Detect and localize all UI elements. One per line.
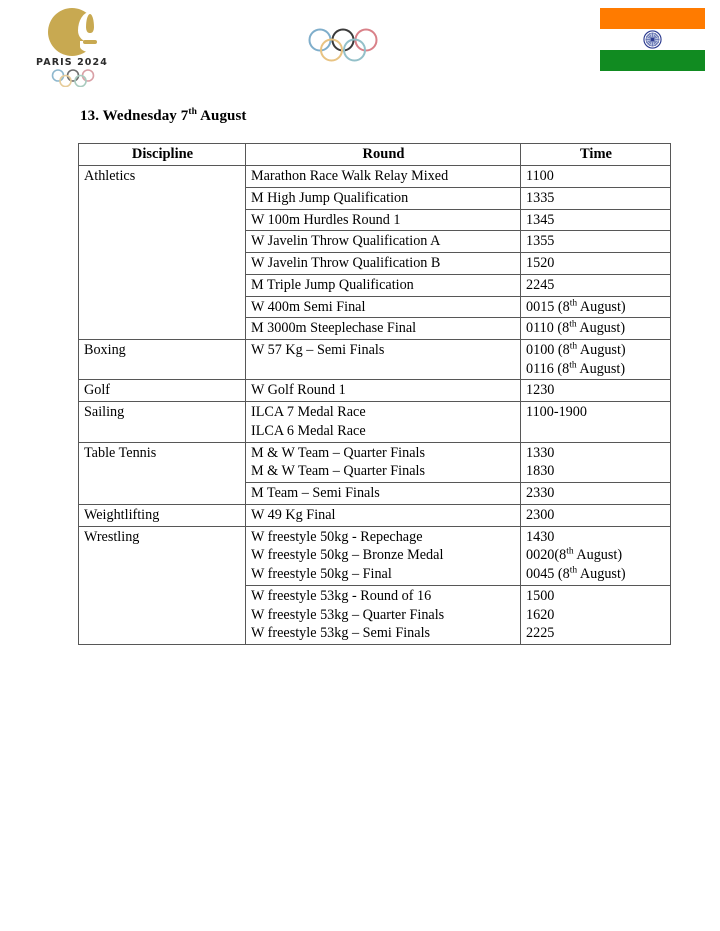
cell-line: W 400m Semi Final: [251, 298, 366, 315]
cell-round: [246, 166, 521, 188]
cell-time: [521, 526, 671, 585]
cell-line: 0015 (8th August): [526, 297, 626, 315]
cell-round: [246, 209, 521, 231]
cell-line: 1345: [526, 211, 555, 228]
cell-line: 1330: [526, 444, 555, 461]
cell-line: 2225: [526, 625, 555, 642]
cell-line: 0110 (8th August): [526, 319, 626, 337]
cell-discipline: Table Tennis: [79, 442, 246, 504]
cell-line: 0116 (8th August): [526, 360, 626, 377]
cell-line: 1430: [526, 528, 555, 545]
cell-round: [246, 296, 521, 318]
cell-round: [246, 274, 521, 296]
cell-round: [246, 442, 521, 482]
table-header-row: [79, 144, 671, 166]
cell-round: [246, 380, 521, 402]
cell-line: ILCA 7 Medal Race: [251, 404, 366, 421]
cell-line: 0045 (8th August): [526, 565, 626, 583]
schedule-table-body: [79, 166, 671, 645]
cell-line: 1230: [526, 382, 555, 399]
india-flag-icon: [600, 8, 705, 71]
paris-olympic-rings-icon: [50, 69, 96, 92]
cell-time: [521, 402, 671, 442]
olympic-rings-icon: [307, 27, 379, 68]
cell-time: [521, 585, 671, 644]
cell-line: Marathon Race Walk Relay Mixed: [251, 168, 449, 185]
cell-line: 1100-1900: [526, 404, 587, 421]
table-row: [79, 380, 671, 402]
cell-line: 1335: [526, 189, 555, 206]
column-header-discipline: Discipline: [79, 144, 246, 166]
day-date: 7: [180, 108, 189, 124]
cell-time: [521, 340, 671, 380]
cell-line: W 57 Kg – Semi Finals: [251, 342, 385, 358]
cell-line: M 3000m Steeplechase Final: [251, 320, 417, 337]
cell-time: [521, 442, 671, 482]
cell-round: [246, 187, 521, 209]
cell-line: 1520: [526, 255, 555, 272]
schedule-table-container: [78, 143, 670, 645]
table-row: [79, 402, 671, 442]
column-header-time: Time: [521, 144, 671, 166]
cell-discipline: Sailing: [79, 402, 246, 442]
cell-line: M Triple Jump Qualification: [251, 276, 414, 293]
cell-line: W 100m Hurdles Round 1: [251, 211, 401, 228]
cell-round: [246, 504, 521, 526]
cell-line: 1100: [526, 168, 554, 185]
ashoka-chakra-icon: [643, 30, 662, 49]
cell-line: 2245: [526, 276, 555, 293]
day-month: August: [200, 108, 247, 124]
cell-line: W freestyle 50kg – Bronze Medal: [251, 547, 444, 564]
cell-round: [246, 231, 521, 253]
cell-discipline: Golf: [79, 380, 246, 402]
cell-line: W freestyle 53kg – Semi Finals: [251, 625, 431, 642]
cell-line: 0100 (8th August): [526, 341, 626, 358]
cell-round: [246, 585, 521, 644]
cell-discipline: Weightlifting: [79, 504, 246, 526]
day-name: Wednesday: [102, 108, 177, 124]
cell-line: W freestyle 53kg - Round of 16: [251, 587, 432, 604]
cell-line: 1500: [526, 587, 555, 604]
table-row: [79, 166, 671, 188]
cell-line: M & W Team – Quarter Finals: [251, 444, 425, 461]
table-row: [79, 504, 671, 526]
cell-line: M Team – Semi Finals: [251, 485, 380, 502]
cell-time: [521, 166, 671, 188]
cell-discipline: Athletics: [79, 166, 246, 340]
cell-time: [521, 483, 671, 505]
paris-2024-logo: [30, 8, 114, 86]
page-title: [80, 108, 247, 125]
paris-2024-wordmark: PARIS 2024: [36, 57, 108, 68]
column-header-round: Round: [246, 144, 521, 166]
cell-line: 0020(8th August): [526, 546, 623, 564]
flag-band-saffron: [600, 8, 705, 29]
cell-round: [246, 340, 521, 380]
cell-time: [521, 296, 671, 318]
cell-line: 2300: [526, 506, 555, 523]
cell-time: [521, 380, 671, 402]
cell-line: M & W Team – Quarter Finals: [251, 463, 425, 480]
cell-time: [521, 253, 671, 275]
cell-time: [521, 504, 671, 526]
cell-time: [521, 318, 671, 340]
cell-discipline: Wrestling: [79, 526, 246, 644]
cell-round: [246, 402, 521, 442]
cell-line: W freestyle 50kg - Repechage: [251, 528, 423, 545]
cell-round: [246, 526, 521, 585]
table-row: [79, 340, 671, 380]
cell-line: W Golf Round 1: [251, 382, 346, 399]
cell-line: 1620: [526, 606, 555, 623]
cell-time: [521, 274, 671, 296]
cell-line: W 49 Kg Final: [251, 506, 336, 523]
cell-line: M High Jump Qualification: [251, 189, 409, 206]
day-number: 13.: [80, 108, 100, 124]
paris-2024-emblem-icon: [48, 8, 96, 56]
cell-time: [521, 209, 671, 231]
cell-line: W Javelin Throw Qualification B: [251, 255, 441, 272]
marianne-bob-icon: [83, 40, 97, 44]
day-suffix: th: [188, 107, 198, 117]
cell-round: [246, 483, 521, 505]
table-row: [79, 442, 671, 482]
cell-line: W freestyle 53kg – Quarter Finals: [251, 606, 445, 623]
cell-time: [521, 231, 671, 253]
flame-icon: [78, 12, 102, 42]
page-header: [0, 0, 720, 100]
cell-round: [246, 318, 521, 340]
cell-line: W freestyle 50kg – Final: [251, 566, 392, 583]
cell-line: [526, 422, 666, 441]
cell-line: 1830: [526, 463, 555, 480]
cell-discipline: Boxing: [79, 340, 246, 380]
cell-round: [246, 253, 521, 275]
cell-line: 2330: [526, 485, 555, 502]
cell-line: ILCA 6 Medal Race: [251, 422, 366, 439]
cell-line: W Javelin Throw Qualification A: [251, 233, 441, 250]
schedule-table: [78, 143, 671, 645]
cell-time: [521, 187, 671, 209]
cell-line: 1355: [526, 233, 555, 250]
table-row: [79, 526, 671, 585]
flag-band-green: [600, 50, 705, 71]
